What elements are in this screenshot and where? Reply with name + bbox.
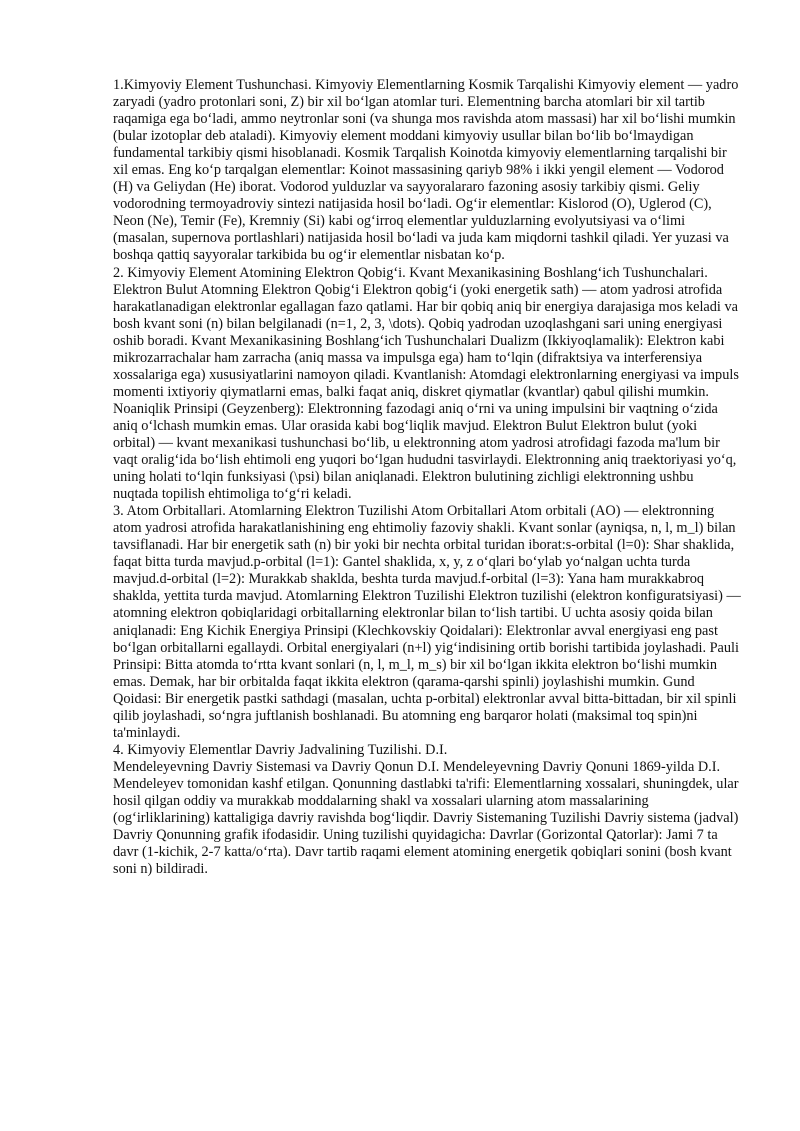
paragraph-davriy-sistema: Mendeleyevning Davriy Sistemasi va Davriy Qonun D.I. Mendeleyevning Davriy Qonuni 1869-yilda D.I. Mendeleyev tomonidan kashf etilgan. Qonunning dastlabki ta'rifi: Elementlarning xossalari, shuningdek, ular hosil qilgan oddiy va murakkab moddalarning shakl va xossalari ularning atom massalarining (og‘irliklarining) kattaligiga davriy ravishda bog‘liqdir. Davriy Sistemaning Tuzilishi Davriy sistema (jadval) Davriy Qonunning grafik ifodasidir. Uning tuzilishi quyidagicha: Davrlar (Gorizontal Qatorlar): Jami 7 ta davr (1-kichik, 2-7 katta/o‘rta). Davr tartib raqami element atomining energetik qobiqlari sonini (bosh kvant soni n) bildiradi. [113, 758, 739, 878]
paragraph-davriy-jadval-heading: 4. Kimyoviy Elementlar Davriy Jadvalining Tuzilishi. D.I. [113, 741, 448, 758]
paragraph-atom-orbitallari: 3. Atom Orbitallari. Atomlarning Elektron Tuzilishi Atom Orbitallari Atom orbitali (AO) — elektronning atom yadrosi atrofida harakatlanishining eng ehtimoliy fazoviy shakli. Kvant sonlar (ayniqsa, n, l, m_l) bilan tavsiflanadi. Har bir energetik sath (n) bir yoki bir nechta orbital turidan iborat:s-orbital (l=0): Shar shaklida, faqat bitta turda mavjud.p-orbital (l=1): Gantel shaklida, x, y, z o‘qlari bo‘ylab yo‘nalgan uchta turda mavjud.d-orbital (l=2): Murakkab shaklda, beshta turda mavjud.f-orbital (l=3): Yana ham murakkabroq shaklda, yettita turda mavjud. Atomlarning Elektron Tuzilishi Elektron tuzilishi (elektron konfiguratsiyasi) — atomning elektron qobiqlaridagi orbitallarning elektronlar bilan to‘lish tartibi. U uchta asosiy qoida bilan aniqlanadi: Eng Kichik Energiya Prinsipi (Klechkovskiy Qoidalari): Elektronlar avval energiyasi eng past bo‘lgan orbitallarni egallaydi. Orbital energiyalari (n+l) yig‘indisining ortib borishi tartibida joylashadi. Pauli Prinsipi: Bitta atomda to‘rtta kvant sonlari (n, l, m_l, m_s) bir xil bo‘lgan ikkita elektron bo‘lishi mumkin emas. Demak, har bir orbitalda faqat ikkita elektron (qarama-qarshi spinli) joylashishi mumkin. Gund Qoidasi: Bir energetik pastki sathdagi (masalan, uchta p-orbital) elektronlar avval bitta-bittadan, bir xil spinli qilib joylashadi, so‘ngra juftlanish boshlanadi. Bu atomning eng barqaror holati (maksimal toq spin)ni ta'minlaydi. [113, 503, 741, 741]
paragraph-elektron-qobig: 2. Kimyoviy Element Atomining Elektron Qobig‘i. Kvant Mexanikasining Boshlang‘ich Tushunchalari. Elektron Bulut Atomning Elektron Qobig‘i Elektron qobig‘i (yoki energetik sath) — atom yadrosi atrofida harakatlanadigan elektronlar egallagan fazo qatlami. Har bir qobiq aniq bir energiya darajasiga mos keladi va bosh kvant soni (n) bilan belgilanadi (n=1, 2, 3, \dots). Qobiq yadrodan uzoqlashgani sari uning energiyasi oshib boradi. Kvant Mexanikasining Boshlang‘ich Tushunchalari Dualizm (Ikkiyoqlamalik): Elektron kabi mikrozarrachalar ham zarracha (aniq massa va impulsga ega) ham to‘lqin (difraktsiya va interferensiya xossalariga ega) xususiyatlarini namoyon qiladi. Kvantlanish: Atomdagi elektronlarning energiyasi va impuls momenti ixtiyoriy qiymatlarni emas, balki faqat aniq, diskret qiymatlar (kvantlar) qabul qilishi mumkin. Noaniqlik Prinsipi (Geyzenberg): Elektronning fazodagi aniq o‘rni va uning impulsini bir vaqtning o‘zida aniq o‘lchash mumkin emas. Ular orasida kabi bog‘liqlik mavjud. Elektron Bulut Elektron bulut (yoki orbital) — kvant mexanikasi tushunchasi bo‘lib, u elektronning atom yadrosi atrofidagi fazoda ma'lum bir vaqt oralig‘ida bo‘lish ehtimoli eng yuqori bo‘lgan hududni tasvirlaydi. Elektronning aniq traektoriyasi yo‘q, uning holati to‘lqin funksiyasi (\psi) bilan aniqlanadi. Elektron bulutining zichligi elektronning ushbu nuqtada topilish ehtimoliga to‘g‘ri keladi. [113, 264, 739, 503]
paragraph-kimyoviy-element: 1.Kimyoviy Element Tushunchasi. Kimyoviy Elementlarning Kosmik Tarqalishi Kimyoviy element — yadro zaryadi (yadro protonlari soni, Z) bir xil bo‘lgan atomlar turi. Elementning barcha atomlari bir xil tartib raqamiga ega bo‘ladi, ammo neytronlar soni (va shunga mos ravishda atom massasi) har xil bo‘lishi mumkin (bular izotoplar deb ataladi). Kimyoviy element moddani kimyoviy usullar bilan bo‘lib bo‘lmaydigan fundamental tarkibiy qismi hisoblanadi. Kosmik Tarqalish Koinotda kimyoviy elementlarning tarqalishi bir xil emas. Eng ko‘p tarqalgan elementlar: Koinot massasining qariyb 98% i ikki yengil element — Vodorod (H) va Geliydan (He) iborat. Vodorod yulduzlar va sayyoralararo fazoning asosiy tarkibiy qismi. Geliy vodorodning termoyadroviy sintezi natijasida hosil bo‘ladi. Og‘ir elementlar: Kislorod (O), Uglerod (C), Neon (Ne), Temir (Fe), Kremniy (Si) kabi og‘irroq elementlar yulduzlarning evolyutsiyasi va o‘limi (masalan, supernova portlashlari) natijasida hosil bo‘ladi va juda kam miqdorni tashkil qiladi. Yer yuzasi va boshqa qattiq sayyoralar tarkibida bu og‘ir elementlar nisbatan ko‘p. [113, 77, 739, 264]
document-body [113, 77, 741, 878]
